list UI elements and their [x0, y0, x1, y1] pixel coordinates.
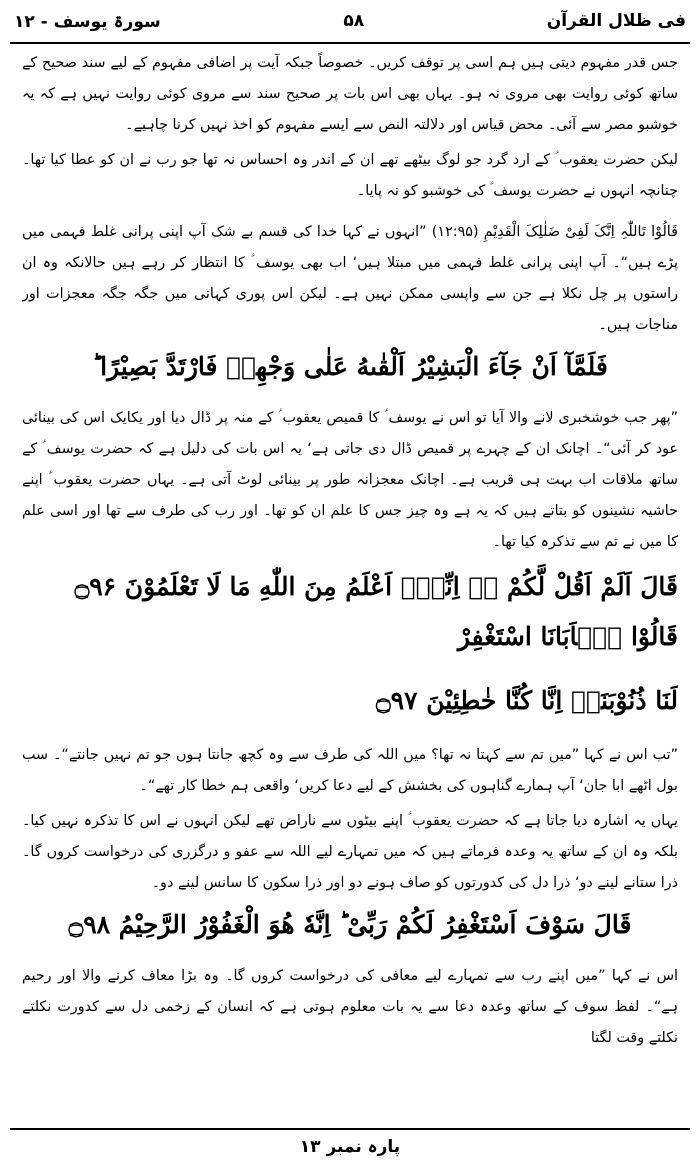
header-rule: [10, 42, 690, 44]
page-footer: پارہ نمبر ۱۳: [299, 1137, 401, 1157]
book-title: فی ظلال القرآن: [546, 11, 686, 31]
paragraph: اس نے کہا ”میں اپنے رب سے تمہارے لیے معافی کی درخواست کروں گا۔ وہ بڑا معاف کرنے والا اور رحیم ہے“۔ لفظ سوف کے ساتھ وعدہ دعا سے یہ بات معلوم ہوتی ہے کہ انسان کے زخمی دل سے کدورت نکلتے نکلتے وقت لگتا: [22, 968, 678, 1046]
page-header: [14, 4, 686, 38]
quran-verse: قَالَ اَلَمْ اَقُلْ لَّكُمْ ۚۙ اِنِّیْۤ اَعْلَمُ مِنَ اللّٰهِ مَا لَا تَعْلَمُوْنَ ۝۹۶ قَالُوْا يٰۤاَبَانَا اسْتَغْفِرْ: [74, 572, 678, 651]
paragraph: لیکن حضرت یعقوب ؑ کے ارد گرد جو لوگ بیٹھے تھے ان کے اندر وہ احساس نہ تھا جو رب نے ان کو عطا کیا تھا۔ چنانچہ انہوں نے حضرت یوسف ؑ کی خوشبو کو نہ پایا۔: [22, 152, 678, 199]
paragraph: قَالُوْا تَاللّٰہِ اِنَّکَ لَفِیْ ضَلٰلِکَ الْقَدِیْمِ (۱۲:۹۵) ”انہوں نے کہا خدا کی قسم بے شک آپ اپنی پرانی غلط فہمی میں پڑے ہیں“۔ آپ اپنی پرانی غلط فہمی میں مبتلا ہیں‘ اب بھی یوسف ؑ کا انتظار کر رہے ہیں حالانکہ وہ ان راستوں پر چل نکلا ہے جن سے واپسی ممکن نہیں ہے۔ لیکن اس پوری کہانی میں جگہ جگہ معجزات اور مناجات ہیں۔: [22, 224, 678, 333]
footer-rule: [10, 1128, 690, 1130]
paragraph: ”تب اس نے کہا ”میں تم سے کہتا نہ تھا؟ میں اللہ کی طرف سے وہ کچھ جانتا ہوں جو تم نہیں جانتے“۔ سب بول اٹھے ابا جان‘ آپ ہمارے گناہوں کی بخشش کے لیے دعا کریں‘ واقعی ہم خطا کار تھے“۔: [22, 747, 678, 794]
surah-info: سورۃ یوسف - ۱۲: [14, 11, 161, 32]
paragraph: یہاں یہ اشارہ دیا جاتا ہے کہ حضرت یعقوب ؑ اپنے بیٹوں سے ناراض تھے لیکن انہوں نے اس کا تذکرہ نہیں کیا۔ بلکہ وہ ان کے ساتھ یہ وعدہ فرماتے ہیں کہ میں تمہارے لیے اللہ سے عفو و درگزری کی درخواست کروں گا۔ ذرا ستانے لینے دو‘ ذرا دل کی کدورتوں کو صاف ہونے دو اور ذرا سکون کا سانس لینے دو۔: [22, 813, 678, 891]
quran-verse: قَالَ سَوْفَ اَسْتَغْفِرُ لَكُمْ رَبِّیْ ؕ اِنَّهٗ هُوَ الْغَفُوْرُ الرَّحِيْمُ ۝۹۸: [68, 910, 632, 939]
page-content: [22, 48, 678, 1126]
paragraph: جس قدر مفہوم دیتی ہیں ہم اسی پر توقف کریں۔ خصوصاً جبکہ آیت پر اضافی مفہوم کے لیے سند صحیح کے ساتھ کوئی روایت بھی مروی نہ ہو۔ یہاں بھی اس بات پر صحیح سند سے مروی کوئی روایت نہیں ہے کہ یہ خوشبو مصر سے آئی۔ محض قیاس اور دلالتہ النص سے ایسے مفہوم کو اخذ نہیں کرنا چاہیے۔: [22, 55, 678, 133]
quran-verse: فَلَمَّآ اَنْ جَآءَ الْبَشِيْرُ اَلْقٰىهُ عَلٰى وَجْهِهٖ فَارْتَدَّ بَصِيْرًا ؕ: [92, 352, 608, 381]
quran-verse: لَنَا ذُنُوْبَنَاۤ اِنَّا كُنَّا خٰطِئِيْنَ ۝۹۷: [376, 686, 678, 715]
paragraph: ”پھر جب خوشخبری لانے والا آیا تو اس نے یوسف ؑ کا قمیص یعقوب ؑ کے منہ پر ڈال دیا اور یکایک اس کی بینائی عود کر آئی“۔ اچانک ان کے چہرے پر قمیص ڈال دی جاتی ہے‘ یہ اس بات کی دلیل ہے کہ حضرت یوسف ؑ کے ساتھ ملاقات اب بہت ہی قریب ہے۔ اچانک معجزانہ طور پر بینائی لوٹ آتی ہے۔ یہاں حضرت یعقوب ؑ اپنے حاشیہ نشینوں کو بتاتے ہیں کہ یہ ہے وہ چیز جس کا علم ان کو تھا۔ اور رب کی طرف سے تھا اور اسی علم کا میں نے تم سے تذکرہ کیا تھا۔: [22, 410, 678, 550]
page-number: ۵۸: [343, 11, 365, 31]
